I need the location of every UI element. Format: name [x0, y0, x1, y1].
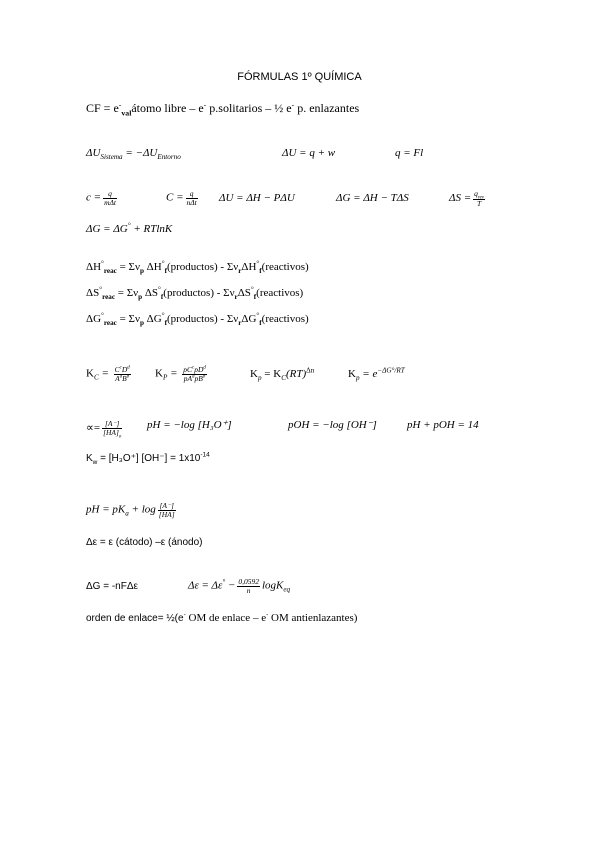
- ds-num-q: q: [474, 189, 478, 198]
- h-deg2: °: [161, 259, 165, 268]
- nernst-log-sub: eq: [283, 585, 291, 594]
- h-f1: ΔH: [146, 261, 162, 273]
- kp3-sub: p: [355, 374, 360, 383]
- pka-log: + log: [128, 503, 156, 516]
- du-sistema: ΔU: [86, 147, 101, 159]
- h-rest: (productos) - Σν: [166, 261, 239, 273]
- henderson-formula: [86, 502, 178, 518]
- kc-num: $C^cD^d$: [114, 365, 130, 374]
- alpha-den: [102, 429, 122, 438]
- gibbs-formula: ΔG = ΔH − TΔS: [336, 192, 409, 204]
- formal-charge-formula: [86, 100, 360, 118]
- alpha-fraction: [102, 420, 122, 437]
- h-r-sub: r: [238, 267, 242, 276]
- h-tail: (reactivos): [261, 261, 309, 273]
- kp-num-p2: pD: [194, 365, 204, 374]
- kp3-eq: = e: [359, 368, 378, 380]
- kp-kc-formula: [250, 366, 315, 383]
- s-f-sub2: f: [253, 293, 257, 302]
- sub-entorno: Entorno: [157, 153, 181, 162]
- energy-sistema-formula: [86, 147, 181, 162]
- nernst-minus: −: [225, 579, 236, 592]
- g-tail: (reactivos): [261, 313, 309, 325]
- energy-enthalpy-formula: ΔU = ΔH − PΔU: [219, 192, 295, 204]
- c1-den: mΔt: [104, 197, 116, 207]
- alpha-formula: [86, 420, 124, 437]
- nernst-formula: [188, 578, 290, 594]
- kw-rest: = [H₃O⁺] [OH⁻] = 1x10: [97, 453, 201, 464]
- gibbs-equilibrium-formula: [86, 221, 173, 235]
- specific-heat-formula: [86, 190, 119, 206]
- orden-mid: OM de enlace – e: [185, 612, 267, 624]
- kp-num-p1: pC: [183, 365, 193, 374]
- s-f2: ΔS: [237, 287, 251, 299]
- nernst-deg: °: [222, 577, 226, 586]
- alpha-den-sub: o: [118, 434, 122, 439]
- kp-lhs: K: [155, 367, 163, 380]
- h-f-sub: f: [164, 267, 167, 276]
- orden-tail: OM antienlazantes): [268, 612, 358, 624]
- orden-sup2: -: [266, 611, 269, 619]
- kp-den-p1: pA: [183, 373, 193, 383]
- h-eq: = Σν: [116, 261, 140, 273]
- reaction-entropy-formula: [86, 285, 304, 302]
- cf-rest2: p.solitarios – ½ e: [209, 101, 292, 115]
- kp2-rt: (RT): [285, 368, 307, 380]
- kp-sup-c: c: [192, 365, 195, 371]
- h-reac-sub: reac: [103, 267, 117, 276]
- gibbs-cell-formula: ΔG = -nFΔε: [86, 581, 138, 592]
- g-rest: (productos) - Σν: [166, 313, 239, 325]
- g-deg2: °: [161, 311, 165, 320]
- g-eq: = Σν: [116, 313, 140, 325]
- s-tail: (reactivos): [256, 287, 304, 299]
- alpha-num: [A⁻]: [102, 420, 122, 429]
- kc-sup-c: c: [119, 365, 122, 371]
- kc-lhs: K: [86, 367, 94, 380]
- s-f-sub: f: [160, 293, 164, 302]
- g-deg3: °: [256, 311, 260, 320]
- gk-text: ΔG = ΔG: [86, 223, 128, 235]
- g-p-sub: p: [139, 319, 144, 328]
- kp-fraction: [182, 366, 207, 382]
- kc-sup-d: d: [127, 365, 130, 371]
- kw-formula: [86, 451, 210, 466]
- g-deg: °: [101, 311, 104, 320]
- kc-den: [114, 375, 131, 383]
- g-sym: ΔG: [86, 313, 102, 325]
- c2-lhs: C =: [166, 191, 184, 204]
- molar-heat-formula: [166, 190, 200, 206]
- s-p-sub: p: [138, 293, 143, 302]
- s-eq: = Σν: [115, 287, 139, 299]
- kc-num-d: D: [121, 365, 128, 374]
- c2-num: q: [186, 190, 198, 199]
- g-f1: ΔG: [146, 313, 162, 325]
- kp-sup-a: a: [192, 374, 195, 379]
- kp2: K: [250, 368, 258, 380]
- kp-formula: $K_P$ = $\frac{pC^cpD^d}{pA^apB^b}$: [155, 365, 206, 383]
- poh-formula: pOH = −log [OH⁻]: [288, 419, 377, 431]
- cf-lhs: CF = e: [86, 101, 119, 115]
- s-deg: °: [99, 285, 103, 294]
- nernst-den: n: [246, 585, 251, 595]
- g-f-sub2: f: [259, 319, 262, 328]
- cell-potential-formula: Δε = ε (cátodo) –ε (ánodo): [86, 537, 203, 548]
- s-rest: (productos) - Σν: [163, 287, 235, 299]
- kc-sup-b: b: [126, 374, 130, 379]
- bond-order-formula: [86, 613, 357, 624]
- ph-sum-formula: pH + pOH = 14: [407, 419, 479, 431]
- kc-sup-a: a: [119, 374, 123, 379]
- cf-sub-val: val: [121, 108, 132, 118]
- c1-num: q: [103, 190, 117, 199]
- ds-fraction: [473, 190, 485, 207]
- ds-lhs: ΔS =: [449, 192, 472, 205]
- h-f2: ΔH: [241, 261, 257, 273]
- first-law-formula: ΔU = q + w: [282, 147, 336, 159]
- reaction-enthalpy-formula: [86, 259, 309, 276]
- kp-den-p2: pB: [194, 373, 203, 383]
- gk-rest: + RTlnK: [130, 223, 173, 235]
- heat-formula: q = Fl: [395, 147, 424, 159]
- reaction-gibbs-formula: [86, 311, 309, 328]
- pka-num: [A⁻]: [159, 501, 174, 510]
- kp-sup-b: b: [202, 374, 206, 379]
- c1-lhs: c =: [86, 191, 102, 204]
- orden-lhs: orden de enlace= ½(e: [86, 613, 184, 624]
- kp-den: [182, 375, 207, 383]
- g-r-sub: r: [238, 319, 242, 328]
- kp2-dn: Δn: [306, 366, 315, 375]
- pka-den: [HA]: [158, 509, 175, 519]
- kp2-eq-sub: C: [281, 374, 286, 383]
- kp2-sub: p: [257, 374, 262, 383]
- kp3: K: [348, 368, 356, 380]
- gk-deg: °: [127, 221, 131, 230]
- s-sym: ΔS: [86, 287, 100, 299]
- c2-fraction: [186, 190, 198, 206]
- kc-sub: C: [93, 373, 99, 382]
- s-f1: ΔS: [144, 287, 159, 299]
- c1-fraction: [103, 190, 117, 206]
- alpha-den-text: [HA]: [103, 427, 119, 437]
- entropy-formula: [449, 190, 487, 207]
- nernst-fraction: [237, 578, 260, 594]
- s-deg2: °: [158, 285, 161, 294]
- c2-den: nΔt: [186, 197, 197, 207]
- page-title: FÓRMULAS 1º QUÍMICA: [237, 71, 362, 83]
- kp-sup-d: d: [203, 365, 206, 371]
- kc-den-b: B: [122, 373, 127, 383]
- s-reac-sub: reac: [102, 293, 116, 302]
- kp-sub: P: [162, 373, 168, 382]
- pka-sub: a: [125, 509, 129, 518]
- nernst-num: 0,0592: [238, 577, 259, 586]
- du-eq: = −ΔU: [122, 147, 158, 159]
- cf-sup3: -: [291, 100, 295, 109]
- cf-sup: -: [118, 100, 122, 109]
- ds-num-sub: rev: [477, 195, 484, 201]
- g-f-sub: f: [164, 319, 167, 328]
- orden-sup: -: [183, 611, 186, 619]
- kc-den-a: A: [115, 373, 120, 383]
- s-deg3: °: [250, 285, 254, 294]
- cf-sup2: -: [203, 100, 207, 109]
- kp3-exp: −ΔG°/RT: [377, 366, 405, 375]
- kc-fraction: [114, 366, 131, 382]
- h-f-sub2: f: [259, 267, 262, 276]
- kc-formula: $K_C$ = $\frac{C^cD^d}{A^aB^b}$: [86, 365, 130, 383]
- pka-fraction: [158, 502, 176, 518]
- h-deg3: °: [256, 259, 260, 268]
- g-reac-sub: reac: [103, 319, 117, 328]
- nernst-lhs: Δε = Δε: [188, 579, 223, 592]
- s-r-sub: r: [234, 293, 238, 302]
- kp2-eq: = K: [261, 368, 282, 380]
- kw-k: K: [86, 453, 93, 464]
- kp-exp-formula: [348, 366, 405, 383]
- cf-rest1: átomo libre – e: [131, 101, 204, 115]
- ph-formula: pH = −log [H₃O⁺]: [147, 419, 232, 431]
- ds-den: T: [476, 198, 482, 208]
- alpha-lhs: ∝=: [86, 422, 101, 435]
- cf-rest3: p. enlazantes: [297, 101, 360, 115]
- h-sym: ΔH: [86, 261, 102, 273]
- kw-exp: -14: [200, 451, 210, 459]
- nernst-log: logK: [261, 579, 284, 592]
- kw-sub: w: [92, 459, 98, 466]
- h-deg: °: [101, 259, 104, 268]
- pka-lhs: pH = pK: [86, 503, 126, 516]
- h-p-sub: p: [139, 267, 144, 276]
- g-f2: ΔG: [241, 313, 257, 325]
- sub-sistema: Sistema: [100, 153, 123, 162]
